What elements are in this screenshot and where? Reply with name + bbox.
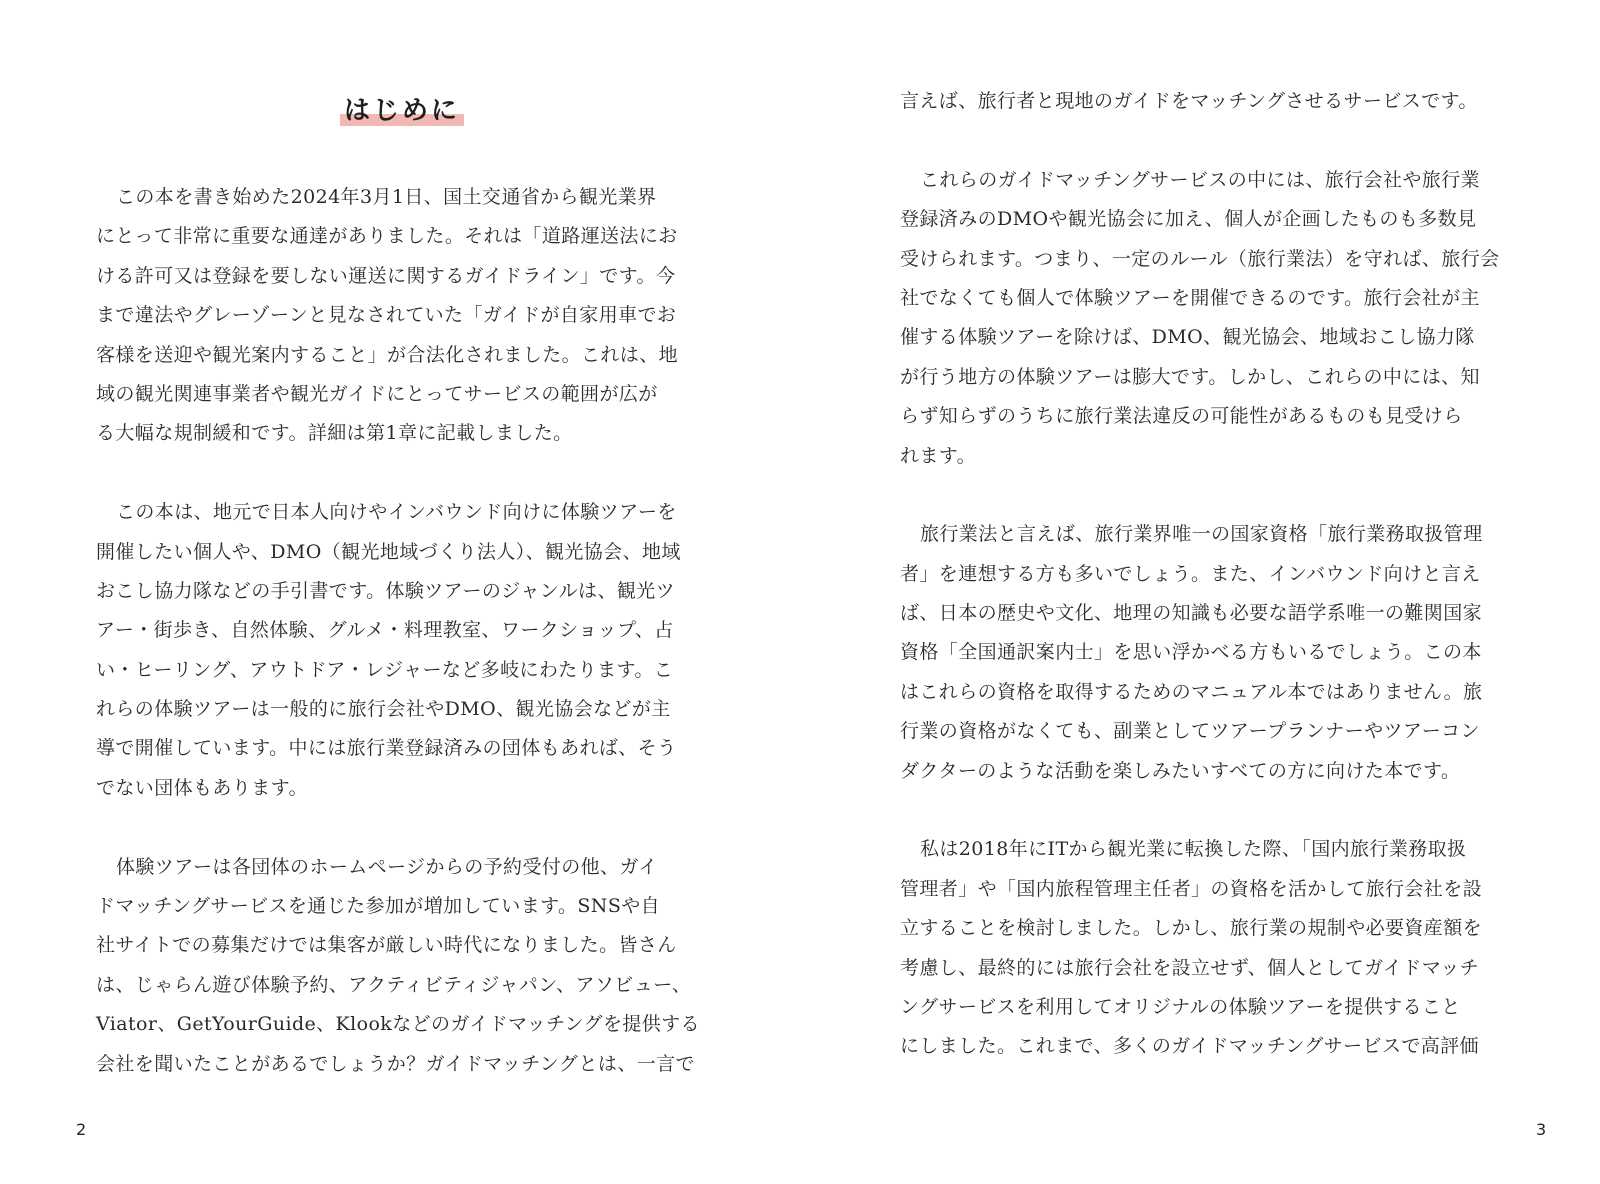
text-line: 行業の資格がなくても、副業としてツアープランナーやツアーコン xyxy=(900,720,1480,743)
text-line: まで違法やグレーゾーンと見なされていた「ガイドが自家用車でお xyxy=(96,304,677,327)
text-line: らず知らずのうちに旅行業法違反の可能性があるものも見受けら xyxy=(900,405,1463,428)
text-line: アー・街歩き、自然体験、グルメ・料理教室、ワークショップ、占 xyxy=(96,619,674,642)
text-line: おこし協力隊などの手引書です。体験ツアーのジャンルは、観光ツ xyxy=(96,579,676,602)
paragraph-gap xyxy=(96,454,712,493)
text-line: でない団体もあります。 xyxy=(96,776,308,799)
text-line: 者」を連想する方も多いでしょう。また、インバウンド向けと言え xyxy=(900,562,1481,585)
chapter-title-wrap xyxy=(96,90,708,129)
paragraph-gap xyxy=(96,808,712,847)
text-line: 考慮し、最終的には旅行会社を設立せず、個人としてガイドマッチ xyxy=(900,956,1480,979)
text-line: Viator、GetYourGuide、Klookなどのガイドマッチングを提供する xyxy=(96,1013,700,1036)
text-line: 登録済みのDMOや観光協会に加え、個人が企画したものも多数見 xyxy=(900,208,1477,231)
text-line: ングサービスを利用してオリジナルの体験ツアーを提供すること xyxy=(900,995,1461,1018)
text-line: 立することを検討しました。しかし、旅行業の規制や必要資産額を xyxy=(900,917,1483,940)
text-line: 体験ツアーは各団体のホームページからの予約受付の他、ガイ xyxy=(116,855,658,878)
left-page-body xyxy=(96,178,712,1084)
text-line: は、じゃらん遊び体験予約、アクティビティジャパン、アソビュー、 xyxy=(96,973,692,996)
text-line: 旅行業法と言えば、旅行業界唯一の国家資格「旅行業務取扱管理 xyxy=(920,523,1483,546)
text-line: この本を書き始めた2024年3月1日、国土交通省から観光業界 xyxy=(116,186,657,208)
text-line: ドマッチングサービスを通じた参加が増加しています。SNSや自 xyxy=(96,895,661,918)
page-number-left: 2 xyxy=(76,1120,87,1139)
text-line: る大幅な規制緩和です。詳細は第1章に記載しました。 xyxy=(96,422,573,445)
text-line: 会社を聞いたことがあるでしょうか？ガイドマッチングとは、一言で xyxy=(96,1052,695,1075)
text-line: 管理者」や「国内旅程管理主任者」の資格を活かして旅行会社を設 xyxy=(900,877,1483,900)
text-line: 開催したい個人や、DMO（観光地域づくり法人）、観光協会、地域 xyxy=(96,540,681,563)
text-line: にとって非常に重要な通達がありました。それは「道路運送法にお xyxy=(96,225,678,248)
text-line: 客様を送迎や観光案内すること」が合法化されました。これは、地 xyxy=(96,343,679,366)
page-number-right: 3 xyxy=(1536,1120,1547,1139)
text-line: が行う地方の体験ツアーは膨大です。しかし、これらの中には、知 xyxy=(900,365,1480,388)
right-page-body xyxy=(900,82,1516,1067)
text-line: この本は、地元で日本人向けやインバウンド向けに体験ツアーを xyxy=(116,501,677,524)
text-line: はこれらの資格を取得するためのマニュアル本ではありません。旅 xyxy=(900,680,1483,703)
text-line: れます。 xyxy=(900,444,977,467)
text-line: 催する体験ツアーを除けば、DMO、観光協会、地域おこし協力隊 xyxy=(900,326,1475,349)
paragraph-gap xyxy=(900,476,1516,515)
text-line: ば、日本の歴史や文化、地理の知識も必要な語学系唯一の難関国家 xyxy=(900,602,1483,625)
text-line: 導で開催しています。中には旅行業登録済みの団体もあれば、そう xyxy=(96,737,677,760)
text-line: い・ヒーリング、アウトドア・レジャーなど多岐にわたります。こ xyxy=(96,658,674,681)
text-line: 社サイトでの募集だけでは集客が厳しい時代になりました。皆さん xyxy=(96,934,677,957)
text-line: ダクターのような活動を楽しみたいすべての方に向けた本です。 xyxy=(900,759,1461,782)
text-line: 私は2018年にITから観光業に転換した際、「国内旅行業務取扱 xyxy=(920,838,1467,861)
text-line: 社でなくても個人で体験ツアーを開催できるのです。旅行会社が主 xyxy=(900,286,1480,309)
text-line: ける許可又は登録を要しない運送に関するガイドライン」です。今 xyxy=(96,264,676,287)
text-line: 資格「全国通訳案内士」を思い浮かべる方もいるでしょう。この本 xyxy=(900,641,1482,664)
text-line: にしました。これまで、多くのガイドマッチングサービスで高評価 xyxy=(900,1035,1479,1058)
paragraph-gap xyxy=(900,791,1516,830)
paragraph-gap xyxy=(900,121,1516,160)
text-line: 言えば、旅行者と現地のガイドをマッチングさせるサービスです。 xyxy=(900,90,1478,112)
text-line: これらのガイドマッチングサービスの中には、旅行会社や旅行業 xyxy=(920,168,1480,191)
text-line: れらの体験ツアーは一般的に旅行会社やDMO、観光協会などが主 xyxy=(96,698,671,721)
text-line: 域の観光関連事業者や観光ガイドにとってサービスの範囲が広が xyxy=(96,382,658,405)
text-line: 受けられます。つまり、一定のルール（旅行業法）を守れば、旅行会 xyxy=(900,247,1500,270)
chapter-title: はじめに xyxy=(340,90,464,129)
